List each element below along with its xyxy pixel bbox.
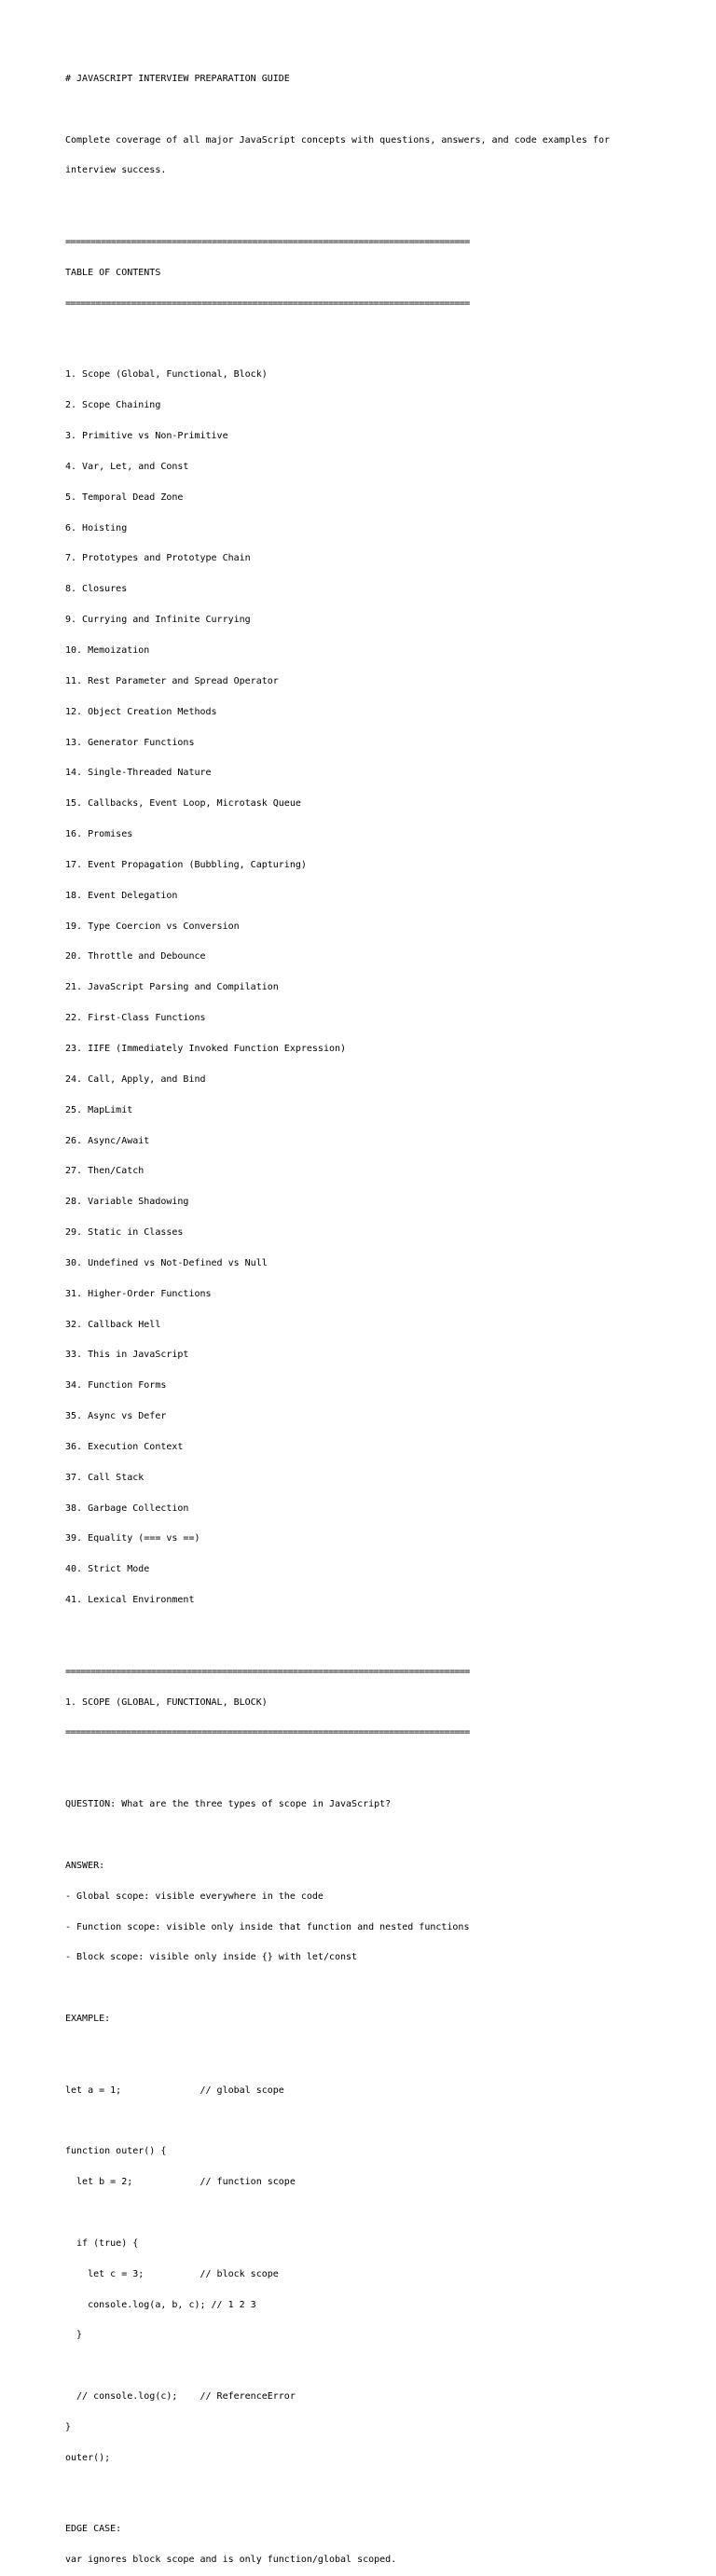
code-line: if (true) {	[65, 2237, 139, 2249]
code-line: let b = 2; // function scope	[65, 2177, 296, 2188]
toc-item: 39. Equality (=== vs ==)	[65, 1533, 200, 1544]
toc-item: 35. Async vs Defer	[65, 1411, 167, 1422]
toc-item: 18. Event Delegation	[65, 890, 178, 901]
divider-rule: ================================================================================	[65, 237, 470, 248]
code-line: }	[65, 2421, 72, 2432]
toc-item: 12. Object Creation Methods	[65, 706, 217, 717]
spacer	[65, 2361, 699, 2372]
divider-rule: ================================================================================	[65, 298, 470, 309]
spacer	[65, 1831, 699, 1841]
spacer	[65, 2117, 699, 2127]
toc-item: 8. Closures	[65, 584, 128, 595]
toc-item: 4. Var, Let, and Const	[65, 461, 189, 472]
code-line: function outer() {	[65, 2146, 167, 2157]
toc-item: 16. Promises	[65, 829, 133, 840]
code-line: let a = 1; // global scope	[65, 2084, 284, 2096]
toc-item: 30. Undefined vs Not-Defined vs Null	[65, 1257, 268, 1268]
spacer	[65, 330, 699, 340]
spacer	[65, 197, 699, 207]
question-text: QUESTION: What are the three types of scope in JavaScript?	[65, 1799, 392, 1810]
toc-item: 24. Call, Apply, and Bind	[65, 1073, 206, 1085]
spacer	[65, 105, 699, 116]
spacer	[65, 2485, 699, 2495]
answer-item: - Function scope: visible only inside that function and nested functions	[65, 1921, 470, 1932]
toc-item: 26. Async/Await	[65, 1135, 150, 1146]
toc-item: 40. Strict Mode	[65, 1564, 150, 1575]
toc-item: 22. First-Class Functions	[65, 1013, 206, 1024]
toc-item: 7. Prototypes and Prototype Chain	[65, 553, 251, 564]
toc-item: 17. Event Propagation (Bubbling, Capturing)	[65, 859, 307, 870]
toc-item: 28. Variable Shadowing	[65, 1197, 189, 1208]
answer-item: - Block scope: visible only inside {} with let/const	[65, 1952, 358, 1963]
toc-item: 38. Garbage Collection	[65, 1503, 189, 1514]
intro-line-1: Complete coverage of all major JavaScript concepts with questions, answers, and code examples for	[65, 134, 610, 145]
code-line: }	[65, 2330, 83, 2341]
toc-heading: TABLE OF CONTENTS	[65, 267, 161, 278]
spacer	[65, 1984, 699, 1994]
spacer	[65, 1627, 699, 1637]
divider-rule: ================================================================================	[65, 1666, 470, 1677]
toc-item: 21. JavaScript Parsing and Compilation	[65, 982, 279, 993]
toc-item: 23. IIFE (Immediately Invoked Function Expression)	[65, 1043, 347, 1054]
code-line: let c = 3; // block scope	[65, 2268, 279, 2279]
toc-item: 31. Higher-Order Functions	[65, 1288, 212, 1299]
toc-item: 33. This in JavaScript	[65, 1350, 189, 1361]
divider-rule: ================================================================================	[65, 1727, 470, 1738]
document-title: # JAVASCRIPT INTERVIEW PREPARATION GUIDE	[65, 73, 290, 84]
toc-item: 9. Currying and Infinite Currying	[65, 615, 251, 626]
toc-item: 36. Execution Context	[65, 1441, 184, 1452]
code-line: outer();	[65, 2452, 111, 2463]
section-heading: 1. SCOPE (GLOBAL, FUNCTIONAL, BLOCK)	[65, 1697, 268, 1708]
example-label: EXAMPLE:	[65, 2014, 111, 2025]
toc-item: 5. Temporal Dead Zone	[65, 492, 184, 503]
toc-item: 19. Type Coercion vs Conversion	[65, 921, 240, 932]
toc-item: 37. Call Stack	[65, 1472, 145, 1483]
toc-item: 3. Primitive vs Non-Primitive	[65, 431, 228, 442]
edge-case-text: var ignores block scope and is only function/global scoped.	[65, 2555, 397, 2566]
toc-item: 2. Scope Chaining	[65, 400, 161, 411]
toc-item: 6. Hoisting	[65, 522, 128, 533]
toc-item: 11. Rest Parameter and Spread Operator	[65, 675, 279, 686]
code-line: console.log(a, b, c); // 1 2 3	[65, 2299, 256, 2310]
toc-item: 32. Callback Hell	[65, 1319, 161, 1330]
toc-item: 20. Throttle and Debounce	[65, 951, 206, 963]
document-page	[65, 54, 699, 2576]
toc-item: 13. Generator Functions	[65, 737, 195, 748]
toc-item: 15. Callbacks, Event Loop, Microtask Queue	[65, 798, 301, 810]
spacer	[65, 2045, 699, 2056]
spacer	[65, 2209, 699, 2219]
toc-item: 29. Static in Classes	[65, 1227, 184, 1239]
toc-item: 41. Lexical Environment	[65, 1595, 195, 1606]
spacer	[65, 1759, 699, 1769]
toc-item: 25. MapLimit	[65, 1104, 133, 1115]
toc-item: 27. Then/Catch	[65, 1166, 145, 1177]
intro-line-2: interview success.	[65, 165, 167, 176]
toc-item: 14. Single-Threaded Nature	[65, 768, 212, 779]
toc-item: 10. Memoization	[65, 645, 150, 656]
edge-case-label: EDGE CASE:	[65, 2524, 122, 2535]
code-line: // console.log(c); // ReferenceError	[65, 2391, 296, 2403]
answer-item: - Global scope: visible everywhere in the code	[65, 1890, 324, 1902]
toc-item: 34. Function Forms	[65, 1380, 167, 1392]
toc-item: 1. Scope (Global, Functional, Block)	[65, 369, 268, 381]
answer-label: ANSWER:	[65, 1860, 105, 1871]
